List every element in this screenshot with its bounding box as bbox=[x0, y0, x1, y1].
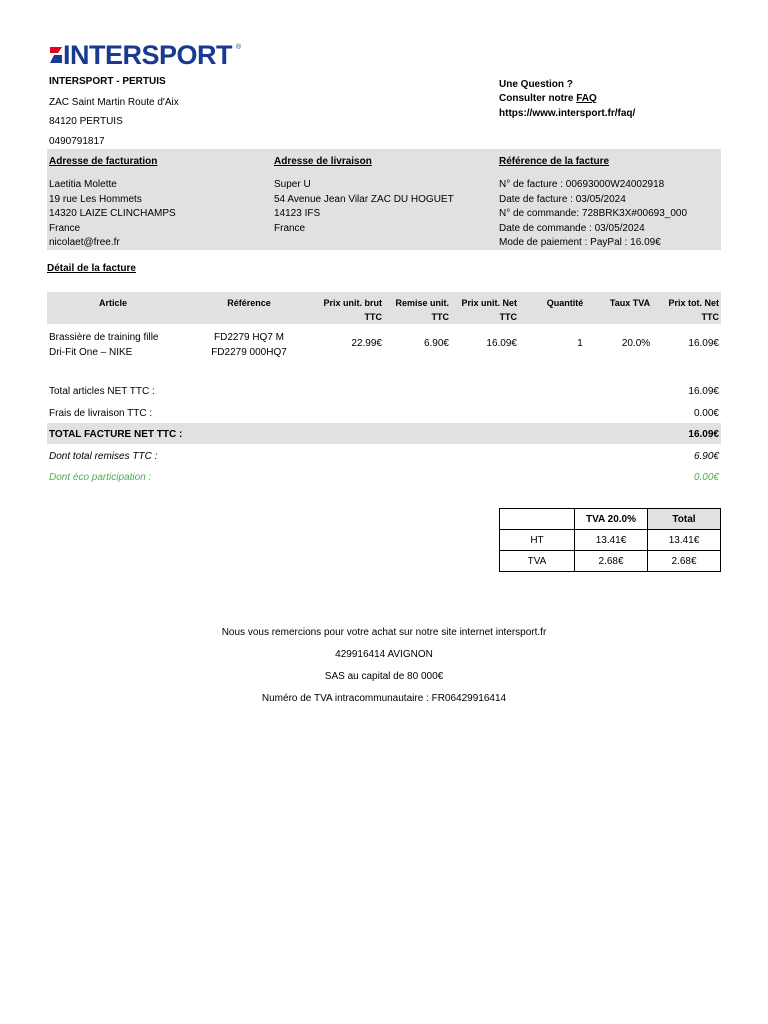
delivery-line: 54 Avenue Jean Vilar ZAC DU HOGUET bbox=[274, 193, 454, 205]
row-reference bbox=[199, 331, 299, 360]
tva-col-rate: TVA 20.0% bbox=[575, 509, 648, 530]
eco-value: 0.00€ bbox=[693, 472, 719, 483]
col-prix-net-line2: TTC bbox=[499, 312, 517, 322]
billing-line: France bbox=[49, 222, 81, 234]
delivery-line: Super U bbox=[274, 179, 311, 190]
delivery-title: Adresse de livraison bbox=[274, 156, 372, 167]
tva-row-tva-total: 2.68€ bbox=[648, 551, 721, 572]
footer-rcs: 429916414 AVIGNON bbox=[335, 649, 433, 660]
billing-title: Adresse de facturation bbox=[49, 156, 158, 167]
store-phone: 0490791817 bbox=[49, 136, 105, 147]
billing-address bbox=[49, 178, 176, 251]
col-prix-brut bbox=[300, 296, 382, 324]
invoice-number: N° de facture : 00693000W24002918 bbox=[499, 179, 665, 190]
footer-thanks: Nous vous remercions pour votre achat sur notre site internet intersport.fr bbox=[221, 627, 547, 638]
row-quantite: 1 bbox=[577, 338, 583, 349]
tva-row-ht-label: HT bbox=[500, 530, 575, 551]
billing-line: Laetitia Molette bbox=[49, 179, 117, 190]
col-prix-net-line1: Prix unit. Net bbox=[461, 298, 517, 308]
detail-title: Détail de la facture bbox=[47, 263, 136, 274]
row-ref-line1: FD2279 HQ7 M bbox=[213, 332, 285, 343]
col-prix-tot-line1: Prix tot. Net bbox=[668, 298, 719, 308]
order-date: Date de commande : 03/05/2024 bbox=[499, 222, 645, 234]
remises-value: 6.90€ bbox=[693, 451, 719, 462]
col-prix-brut-line2: TTC bbox=[364, 312, 382, 322]
total-articles-value: 16.09€ bbox=[688, 386, 719, 397]
col-prix-tot bbox=[658, 296, 719, 324]
footer-vat-number: Numéro de TVA intracommunautaire : FR06429916414 bbox=[261, 693, 507, 704]
row-article bbox=[49, 331, 159, 360]
store-name: INTERSPORT - PERTUIS bbox=[49, 76, 166, 87]
col-remise bbox=[383, 296, 449, 324]
col-remise-line1: Remise unit. bbox=[395, 298, 449, 308]
row-article-line1: Brassière de training fille bbox=[49, 332, 159, 343]
eco-label: Dont éco participation : bbox=[49, 472, 152, 483]
col-taux-tva: Taux TVA bbox=[609, 298, 651, 308]
tva-table-corner bbox=[500, 509, 575, 530]
col-prix-brut-line1: Prix unit. brut bbox=[323, 298, 382, 308]
delivery-address bbox=[274, 178, 454, 236]
col-reference: Référence bbox=[227, 298, 271, 308]
faq-link[interactable]: FAQ bbox=[576, 93, 597, 104]
store-address-line1: ZAC Saint Martin Route d'Aix bbox=[49, 97, 179, 108]
invoice-ref-details bbox=[499, 178, 687, 251]
billing-line: 14320 LAIZE CLINCHAMPS bbox=[49, 208, 176, 219]
footer-capital: SAS au capital de 80 000€ bbox=[324, 671, 444, 682]
delivery-line: France bbox=[274, 222, 306, 234]
billing-email: nicolaet@free.fr bbox=[49, 237, 120, 248]
tva-table bbox=[499, 508, 721, 572]
row-article-line2: Dri-Fit One – NIKE bbox=[49, 346, 133, 358]
livraison-label: Frais de livraison TTC : bbox=[49, 408, 153, 419]
tva-col-total: Total bbox=[648, 509, 721, 530]
intersport-logo bbox=[48, 42, 248, 72]
billing-line: 19 rue Les Hommets bbox=[49, 193, 142, 205]
col-prix-tot-line2: TTC bbox=[701, 312, 719, 322]
row-prix-net: 16.09€ bbox=[486, 338, 517, 349]
row-ref-line2: FD2279 000HQ7 bbox=[211, 346, 287, 358]
row-taux-tva: 20.0% bbox=[621, 338, 651, 349]
total-facture-label: TOTAL FACTURE NET TTC : bbox=[49, 429, 183, 440]
remises-label: Dont total remises TTC : bbox=[49, 451, 158, 462]
logo-text: INTERSPORT bbox=[63, 40, 233, 70]
row-prix-brut: 22.99€ bbox=[351, 338, 382, 349]
tva-row-ht-total: 13.41€ bbox=[648, 530, 721, 551]
col-remise-line2: TTC bbox=[431, 312, 449, 322]
row-prix-tot: 16.09€ bbox=[688, 338, 719, 349]
store-address-line2: 84120 PERTUIS bbox=[49, 116, 123, 127]
col-quantite: Quantité bbox=[546, 298, 584, 308]
total-articles-label: Total articles NET TTC : bbox=[49, 386, 155, 397]
help-consult bbox=[499, 93, 597, 104]
delivery-line: 14123 IFS bbox=[274, 208, 321, 219]
tva-row-ht-rate: 13.41€ bbox=[575, 530, 648, 551]
tva-row-tva-label: TVA bbox=[500, 551, 575, 572]
order-number: N° de commande: 728BRK3X#00693_000 bbox=[499, 208, 688, 219]
faq-url-link[interactable]: https://www.intersport.fr/faq/ bbox=[499, 108, 636, 119]
invoice-date: Date de facture : 03/05/2024 bbox=[499, 193, 626, 205]
row-remise: 6.90€ bbox=[423, 338, 449, 349]
col-article: Article bbox=[98, 298, 127, 308]
tva-row-tva-rate: 2.68€ bbox=[575, 551, 648, 572]
intersport-logo-mark-icon bbox=[48, 45, 64, 65]
col-prix-net bbox=[450, 296, 517, 324]
help-question: Une Question ? bbox=[499, 79, 573, 90]
logo-registered-mark: ® bbox=[236, 44, 242, 51]
help-consult-prefix: Consulter notre bbox=[499, 93, 577, 104]
livraison-value: 0.00€ bbox=[693, 408, 719, 419]
total-facture-value: 16.09€ bbox=[688, 429, 719, 440]
payment-method: Mode de paiement : PayPal : 16.09€ bbox=[499, 237, 661, 248]
invoice-ref-title: Référence de la facture bbox=[499, 156, 610, 167]
